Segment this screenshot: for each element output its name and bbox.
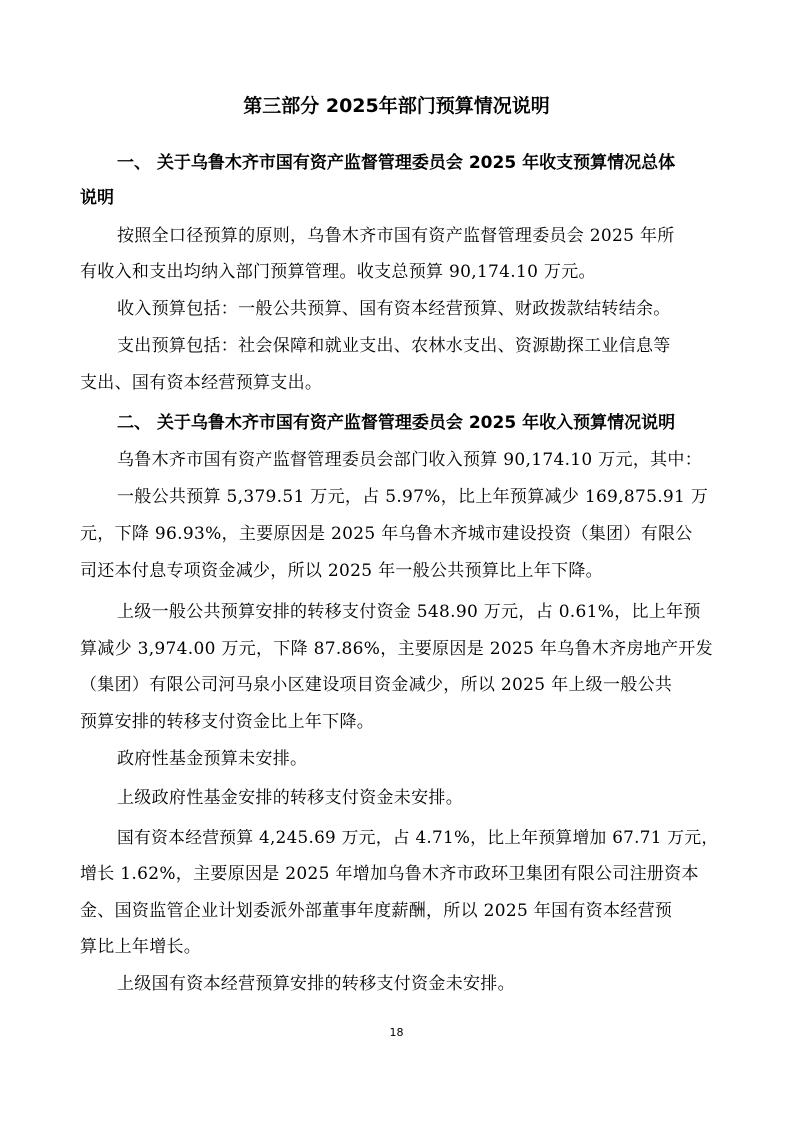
paragraph-total-revenue: 乌鲁木齐市国有资产监督管理委员会部门收入预算 90,174.10 万元，其中： [117, 450, 703, 470]
section-1-heading: 一、 关于乌鲁木齐市国有资产监督管理委员会 2025 年收支预算情况总体 [117, 153, 676, 173]
paragraph-general-public-budget-line3: 司还本付息专项资金减少，所以 2025 年一般公共预算比上年下降。 [80, 561, 603, 581]
paragraph-state-capital-budget-line3: 金、国资监管企业计划委派外部董事年度薪酬，所以 2025 年国有资本经营预 [80, 901, 673, 921]
page-title: 第三部分 2025年部门预算情况说明 [243, 95, 550, 117]
paragraph-transfer-payment-line2: 算减少 3,974.00 万元，下降 87.86%，主要原因是 2025 年乌鲁木齐房地产开发 [80, 639, 713, 659]
paragraph-government-fund-transfer: 上级政府性基金安排的转移支付资金未安排。 [117, 788, 463, 808]
paragraph-general-public-budget-line2: 元，下降 96.93%，主要原因是 2025 年乌鲁木齐城市建设投资（集团）有限公 [80, 524, 693, 544]
paragraph-expenditure-composition: 支出预算包括：社会保障和就业支出、农林水支出、资源勘探工业信息等 [117, 336, 671, 356]
page-number: 18 [389, 1026, 404, 1039]
paragraph-transfer-payment-line3: （集团）有限公司河马泉小区建设项目资金减少，所以 2025 年上级一般公共 [80, 675, 673, 695]
paragraph-state-capital-budget-line4: 算比上年增长。 [80, 937, 202, 957]
paragraph-transfer-payment: 上级一般公共预算安排的转移支付资金 548.90 万元，占 0.61%，比上年预 [117, 602, 701, 622]
paragraph-expenditure-composition-continued: 支出、国有资本经营预算支出。 [80, 373, 323, 393]
section-1-heading-continued: 说明 [80, 188, 114, 208]
paragraph-state-capital-budget-line2: 增长 1.62%，主要原因是 2025 年增加乌鲁木齐市政环卫集团有限公司注册资本 [80, 864, 699, 884]
section-2-heading: 二、 关于乌鲁木齐市国有资产监督管理委员会 2025 年收入预算情况说明 [117, 413, 676, 433]
paragraph-budget-scope: 按照全口径预算的原则，乌鲁木齐市国有资产监督管理委员会 2025 年所 [117, 226, 675, 246]
paragraph-general-public-budget: 一般公共预算 5,379.51 万元，占 5.97%，比上年预算减少 169,875.91 万 [117, 487, 709, 507]
paragraph-state-capital-transfer: 上级国有资本经营预算安排的转移支付资金未安排。 [117, 974, 515, 994]
paragraph-budget-scope-continued: 有收入和支出均纳入部门预算管理。收支总预算 90,174.10 万元。 [80, 262, 596, 282]
paragraph-transfer-payment-line4: 预算安排的转移支付资金比上年下降。 [80, 712, 375, 732]
paragraph-government-fund: 政府性基金预算未安排。 [117, 749, 308, 769]
paragraph-revenue-composition: 收入预算包括：一般公共预算、国有资本经营预算、财政拨款结转结余。 [117, 299, 671, 319]
paragraph-state-capital-budget: 国有资本经营预算 4,245.69 万元，占 4.71%，比上年预算增加 67.71 万元， [117, 827, 719, 847]
